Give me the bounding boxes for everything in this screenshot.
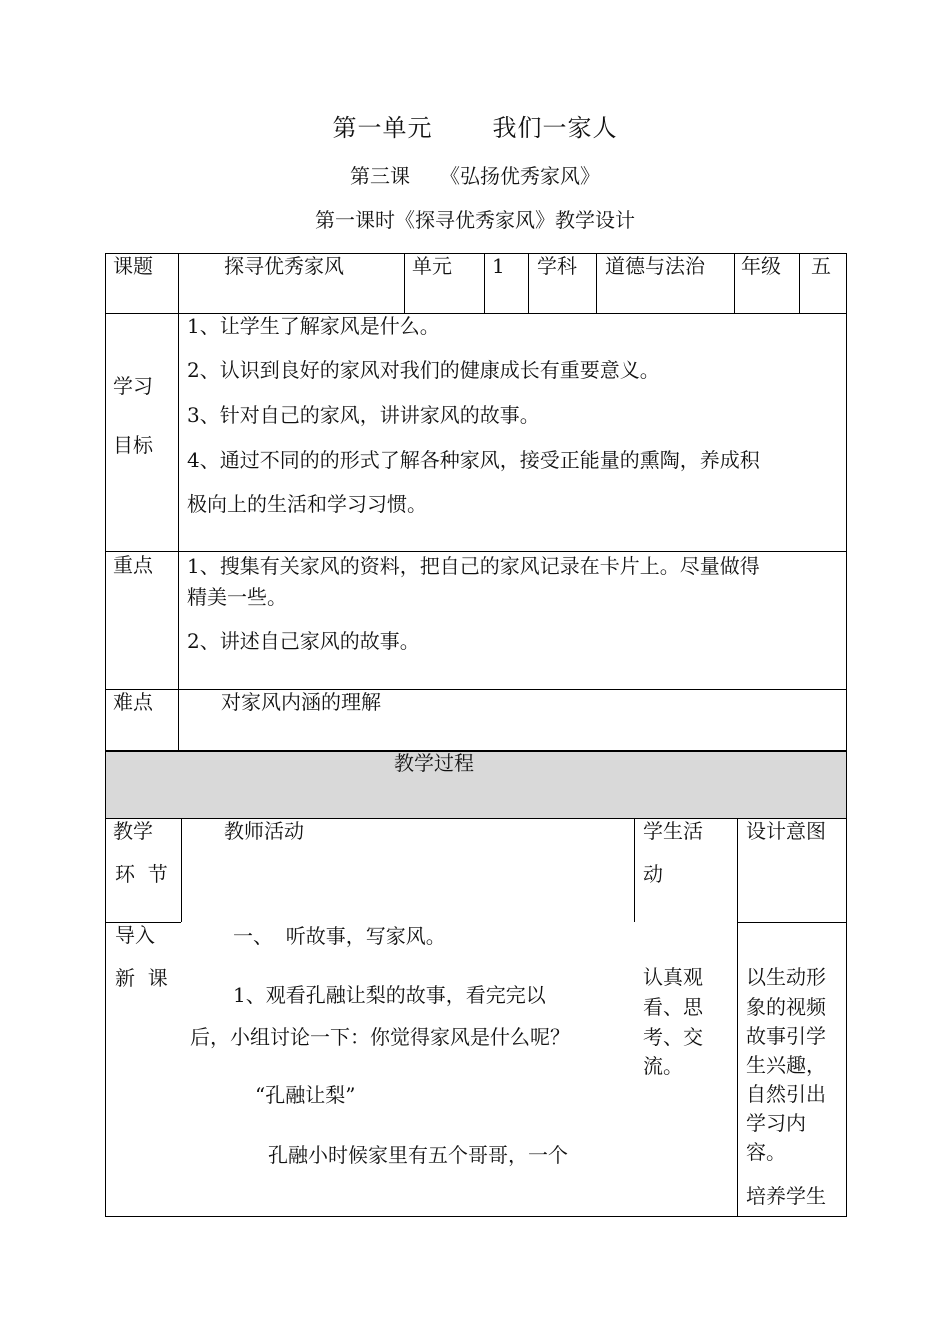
teacher-activity-line: 一、 听故事，写家风。 [233,924,446,948]
lesson-heading [0,160,950,189]
key-point-item: 精美一些。 [187,585,287,609]
lesson-title: 《弘扬优秀家风》 [440,164,600,188]
design-title: 第一课时《探寻优秀家风》教学设计 [315,208,635,232]
teacher-activity-line: 1、观看孔融让梨的故事，看完完以 [233,983,546,1007]
design-intent-line: 培养学生 [746,1184,826,1208]
table-rule [105,1216,847,1217]
table-rule [528,253,529,313]
stage-header: 环 节 [115,862,168,886]
table-rule [178,253,179,750]
design-intent-line: 容。 [746,1140,786,1164]
table-rule [105,253,106,1216]
key-points-label: 重点 [113,553,153,577]
objective-item: 4、通过不同的的形式了解各种家风，接受正能量的熏陶，养成积 [187,448,760,472]
subject-value: 道德与法治 [605,254,705,278]
table-rule [105,253,847,254]
table-rule [846,253,847,1216]
table-rule [105,689,847,690]
stage-header: 教学 [113,819,153,843]
table-rule [105,551,847,552]
unit-title: 我们一家人 [492,114,618,142]
key-point-item: 2、讲述自己家风的故事。 [187,629,420,653]
table-rule [634,818,635,922]
objectives-label: 目标 [113,433,153,457]
design-intent-line: 故事引学 [746,1024,826,1048]
student-activity-line: 认真观 [643,965,703,989]
student-activity-line: 考、交 [643,1025,703,1049]
difficulty-value: 对家风内涵的理解 [221,690,381,714]
teacher-activity-line: 后，小组讨论一下：你觉得家风是什么呢？ [190,1025,570,1049]
table-rule [105,750,847,752]
student-activity-header: 动 [643,862,663,886]
table-rule [737,922,847,923]
table-rule [404,253,405,313]
objective-item: 3、针对自己的家风，讲讲家风的故事。 [187,403,540,427]
objective-item: 2、认识到良好的家风对我们的健康成长有重要意义。 [187,358,660,382]
lesson-number: 第三课 [350,164,410,188]
difficulty-label: 难点 [113,690,153,714]
process-heading: 教学过程 [394,751,474,775]
design-intent-line: 象的视频 [746,995,826,1019]
design-intent-line: 学习内 [746,1111,806,1135]
stage-name: 新 课 [115,966,168,990]
unit-value: 1 [492,254,505,278]
subject-label: 学科 [537,254,577,278]
table-rule [596,253,597,313]
unit-heading [0,108,950,143]
key-point-item: 1、搜集有关家风的资料，把自己的家风记录在卡片上。尽量做得 [187,554,760,578]
student-activity-line: 流。 [643,1054,683,1078]
unit-number: 第一单元 [332,114,433,142]
table-rule [484,253,485,313]
unit-label: 单元 [412,254,452,278]
teacher-activity-line: “孔融让梨” [255,1083,356,1107]
objective-item: 极向上的生活和学习习惯。 [187,492,427,516]
topic-value: 探寻优秀家风 [224,254,344,278]
design-intent-header: 设计意图 [746,819,826,843]
table-rule [105,818,847,819]
grade-label: 年级 [741,254,781,278]
process-band [105,752,846,818]
student-activity-header: 学生活 [643,819,703,843]
objectives-label: 学习 [113,374,153,398]
teacher-activity-line: 孔融小时候家里有五个哥哥，一个 [268,1143,568,1167]
design-intent-line: 以生动形 [746,965,826,989]
table-rule [734,253,735,313]
table-rule [181,818,182,922]
topic-label: 课题 [113,254,153,278]
student-activity-line: 看、思 [643,995,703,1019]
grade-value: 五 [811,254,831,278]
objective-item: 1、让学生了解家风是什么。 [187,314,440,338]
design-intent-line: 生兴趣， [746,1053,826,1077]
table-rule [799,253,800,313]
teacher-activity-header: 教师活动 [224,819,304,843]
design-intent-line: 自然引出 [746,1082,826,1106]
stage-name: 导入 [115,923,155,947]
table-rule [737,818,738,1216]
